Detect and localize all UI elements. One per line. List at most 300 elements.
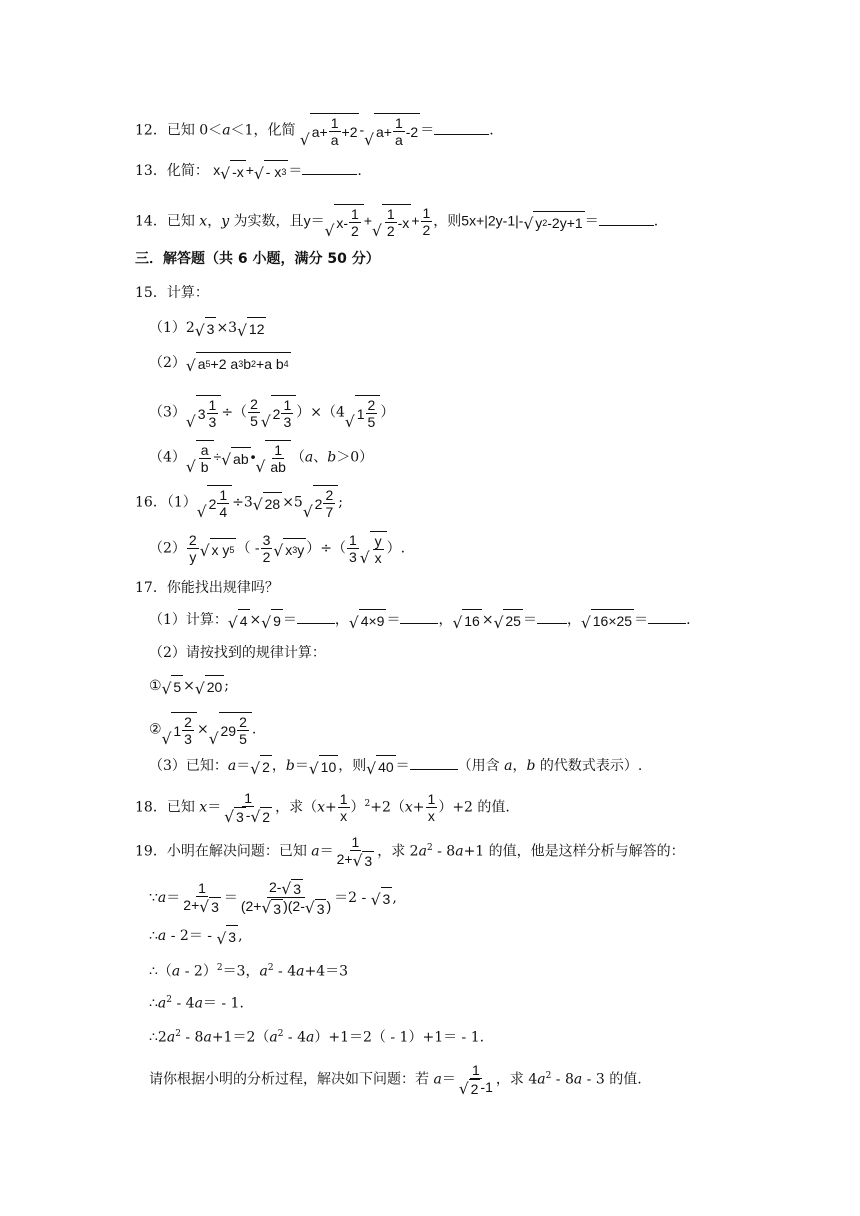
q19-step-4 — [149, 990, 244, 1014]
op: + — [383, 123, 392, 140]
text: （ — [290, 449, 305, 466]
numerator: 1 — [386, 206, 395, 222]
radical: √ 3 — [195, 317, 217, 339]
exponent: 3 — [238, 359, 244, 369]
op: +2 — [341, 123, 358, 140]
question-12 — [135, 113, 494, 148]
denominator: 4 — [219, 504, 228, 520]
question-number: 16． — [135, 494, 167, 511]
numerator: 1 — [274, 442, 283, 458]
op: • — [250, 448, 256, 465]
radical: √ 3 $\frac{1}{3}$ — [186, 395, 221, 430]
radicand: 5 — [171, 675, 183, 697]
radicand: 3 — [226, 925, 238, 947]
text: ， — [334, 612, 349, 628]
answer-blank[interactable] — [400, 611, 438, 624]
text: y — [535, 214, 543, 231]
text: 、 — [313, 449, 328, 466]
numerator: 2 — [325, 487, 334, 503]
denominator: ab — [270, 459, 286, 475]
radicand: 3 — [205, 317, 217, 339]
part-tag: （4） — [149, 449, 186, 466]
text: ＝ — [395, 758, 410, 774]
radical: √ x y 5 — [200, 538, 237, 560]
text: 计算： — [166, 285, 209, 301]
exponent: 2 — [175, 1029, 181, 1039]
radical: √ x 3 y — [273, 538, 306, 560]
radical: √ 2 $\frac{1}{4}$ — [197, 485, 232, 520]
radical: √ 3 — [224, 807, 244, 826]
text: ＝ — [386, 612, 401, 628]
text: ＝ - 1. — [202, 995, 244, 1012]
text: 29 — [220, 722, 237, 739]
var: a — [157, 889, 167, 906]
text: ) — [326, 898, 332, 915]
text: +1＝2（ — [211, 1029, 270, 1046]
var: a — [306, 1029, 315, 1046]
text: 的代数式表示）. — [535, 758, 643, 774]
op: × — [183, 678, 195, 694]
text: b — [243, 356, 251, 372]
answer-blank[interactable] — [434, 122, 489, 135]
text: +1 的值，他是这样分析与解答的： — [463, 843, 685, 860]
exponent: 2 — [166, 995, 173, 1005]
text: +2 a — [210, 356, 239, 372]
text: (2+ — [240, 898, 262, 915]
question-number: 12． — [135, 122, 167, 139]
text: . — [686, 612, 691, 628]
part-tag: （3） — [149, 404, 186, 421]
var: a — [269, 1029, 278, 1046]
numerator: 2 — [188, 532, 197, 548]
fraction — [207, 397, 219, 430]
denominator: 7 — [325, 504, 334, 520]
text: - 8 — [432, 843, 456, 860]
radical: √ 3 — [199, 898, 219, 917]
radical: √ 4 — [228, 609, 250, 631]
q17-calc-1 — [149, 675, 229, 697]
text: 为实数，且 — [229, 213, 304, 230]
question-number: 13． — [135, 163, 167, 179]
text: . — [357, 163, 362, 179]
symbol: ∴2 — [149, 1029, 167, 1046]
var: a — [304, 449, 314, 466]
text: 2+ — [336, 851, 353, 867]
exponent: 2 — [216, 963, 223, 973]
radical: √ 25 — [494, 609, 523, 631]
radical: √ 40 — [366, 755, 395, 777]
numerator: 1 — [330, 115, 339, 131]
var: a — [259, 963, 268, 980]
radical: √ 16 — [452, 609, 481, 631]
text: . — [251, 721, 257, 738]
fraction — [457, 1062, 495, 1097]
fraction — [182, 714, 194, 747]
op: + — [324, 799, 337, 816]
radical: √ 5 — [162, 675, 184, 697]
denominator: 5 — [250, 413, 258, 429]
radical: √ 2 $\frac{2}{7}$ — [303, 485, 338, 520]
radical: √ - x 3 — [254, 160, 288, 182]
radicand: 3 — [236, 809, 244, 826]
denominator — [335, 851, 377, 869]
text: ＝ — [420, 122, 435, 139]
text: a — [197, 356, 206, 372]
text: - 4 — [273, 963, 297, 980]
exponent: 2 — [251, 359, 257, 369]
numerator: 2 — [250, 396, 258, 412]
text: ; — [224, 678, 230, 694]
var: x — [317, 799, 325, 816]
numerator: 1 — [427, 791, 436, 808]
denominator: b — [200, 459, 209, 475]
exponent: 2 — [426, 842, 433, 853]
numerator: 2 — [367, 397, 376, 413]
text: ＝ — [584, 213, 599, 230]
exponent: 2 — [364, 798, 371, 809]
text: ，求（ — [275, 799, 318, 816]
denominator: a — [330, 132, 339, 148]
denominator: x — [340, 808, 348, 825]
part-tag: （3）已知： — [149, 758, 228, 774]
text: ， — [566, 612, 581, 628]
text: -1 — [480, 1079, 493, 1095]
text: ＝ — [236, 758, 251, 774]
q19-step-5 — [149, 1024, 484, 1048]
text: ， — [512, 758, 527, 774]
text: - 4 — [283, 1029, 307, 1046]
radical: √ 2 — [458, 1079, 479, 1098]
text: （用含 — [457, 758, 505, 774]
text: ）×（4 — [296, 404, 345, 421]
radical: √ 2 $\frac{1}{3}$ — [261, 395, 296, 430]
text: 请你根据小明的分析过程，解决如下问题：若 — [149, 1071, 434, 1088]
radicand: - x — [265, 164, 282, 180]
numerator — [267, 879, 305, 898]
op: -2 — [405, 123, 419, 140]
radical: √ 3 — [216, 925, 238, 947]
fraction — [338, 791, 350, 824]
text: ，求 2 — [377, 843, 419, 860]
text: ＝ — [319, 843, 334, 860]
text: , — [238, 928, 243, 944]
radicand: 2 — [262, 809, 271, 826]
part-tag: （1）计算： — [149, 612, 228, 628]
radical: √ 3 — [371, 887, 393, 909]
radicand: 4 — [238, 609, 250, 631]
symbol: ∵ — [149, 889, 158, 906]
answer-blank[interactable] — [297, 611, 335, 624]
text: 已知 0＜ — [166, 122, 223, 139]
denominator — [222, 807, 274, 825]
text: ）+1＝2（ - 1）+1＝ - 1. — [314, 1029, 485, 1046]
answer-blank[interactable] — [537, 611, 567, 624]
text: ＝ — [522, 612, 537, 628]
radical: √ -x — [220, 160, 245, 182]
radical: √ 9 — [261, 609, 283, 631]
text: ÷（ — [221, 404, 248, 421]
fraction — [323, 487, 335, 520]
var: a — [311, 843, 320, 860]
q15-part-2 — [149, 352, 291, 374]
part-tag: （2） — [149, 540, 186, 557]
part-tag: （2） — [149, 355, 186, 371]
question-17 — [135, 578, 279, 598]
q15-part-1 — [149, 317, 266, 339]
text: 2- — [268, 879, 282, 895]
numerator: 2 — [239, 714, 247, 730]
radicand: -x — [230, 160, 246, 182]
radical: √ $\frac{1}{ab}$ — [256, 440, 291, 475]
op: + — [411, 212, 420, 229]
radical: √ 3 — [281, 879, 302, 898]
numerator: 1 — [208, 397, 217, 413]
radical: √ 10 — [309, 755, 338, 777]
q15-part-4 — [149, 440, 373, 475]
answer-blank[interactable] — [302, 162, 357, 175]
var: a — [375, 123, 384, 140]
numerator: 1 — [394, 115, 403, 131]
exponent: 2 — [542, 217, 548, 228]
numerator: 1 — [351, 834, 360, 850]
text: （ - — [236, 540, 260, 557]
radicand: 2 — [470, 1081, 479, 1098]
denominator: 3 — [283, 414, 292, 430]
text: ＝ — [441, 1071, 456, 1088]
fraction — [222, 790, 274, 825]
radical: √ a + $\frac{1}{a}$ +2 — [299, 115, 358, 149]
numerator: 1 — [471, 1062, 480, 1078]
fraction — [187, 532, 199, 565]
radical: √ 1 $\frac{2}{3}$ — [162, 712, 197, 747]
exponent: 2 — [277, 1029, 284, 1039]
text: - 2＝ - — [166, 928, 217, 944]
radicand: 3 — [293, 881, 302, 898]
op: × — [196, 721, 209, 738]
exponent: 4 — [283, 359, 289, 369]
q16-part-2 — [149, 531, 405, 566]
fraction — [261, 532, 273, 565]
radical: √ $\frac{a}{b}$ — [186, 440, 214, 475]
var: a — [157, 995, 167, 1012]
q17-part-3 — [149, 755, 642, 777]
text: ×3 — [216, 320, 238, 336]
text: ）÷（ — [306, 540, 346, 557]
denominator: x — [427, 808, 435, 825]
radicand: 16 — [462, 609, 482, 631]
question-number: 18． — [135, 799, 167, 816]
text: ＝2 - — [334, 889, 371, 906]
answer-blank[interactable] — [648, 611, 686, 624]
var: b — [327, 449, 337, 466]
radical: √ 29 $\frac{2}{5}$ — [209, 712, 252, 747]
radicand: 10 — [319, 755, 339, 777]
q19-final-question — [149, 1062, 642, 1097]
var: a — [418, 843, 427, 860]
text: ， — [438, 612, 453, 628]
question-13 — [135, 160, 362, 182]
question-number: 15． — [135, 285, 167, 301]
text: ） — [350, 799, 365, 816]
fraction — [199, 442, 211, 475]
text: x y — [211, 541, 230, 558]
q19-step-3 — [149, 958, 348, 982]
radicand: 4×9 — [359, 609, 387, 631]
text: y — [297, 541, 305, 558]
text: - 3 的值. — [582, 1071, 642, 1088]
text: ; — [338, 494, 343, 511]
var: a — [194, 995, 203, 1012]
text: 2 — [208, 495, 217, 512]
answer-blank[interactable] — [410, 757, 458, 770]
text: x — [285, 541, 293, 558]
text: - 4 — [172, 995, 195, 1012]
fraction — [268, 442, 288, 475]
symbol: ∴ — [149, 928, 158, 944]
var: x — [404, 799, 413, 816]
radicand: 25 — [503, 609, 523, 631]
text: ＝ — [634, 612, 649, 628]
radicand: 3 — [316, 900, 325, 917]
denominator: 3 — [184, 731, 192, 747]
fraction — [329, 115, 341, 148]
radical: √ a + $\frac{1}{a}$ -2 — [364, 115, 419, 149]
circled-number: ② — [149, 721, 162, 738]
radicand: 2 — [260, 755, 272, 777]
q19-step-1 — [149, 879, 397, 917]
text: ＝ — [166, 889, 181, 906]
denominator — [181, 897, 223, 915]
exponent: 2 — [545, 1070, 552, 1081]
q16-part-1 — [135, 485, 343, 520]
answer-blank[interactable] — [599, 213, 654, 226]
text: , — [392, 889, 397, 906]
numerator: 3 — [262, 532, 271, 548]
denominator: a — [394, 132, 403, 148]
text: ，则 — [338, 758, 367, 774]
text: ×5 — [282, 494, 303, 511]
text: ＝ — [282, 612, 297, 628]
exponent: 5 — [205, 359, 211, 369]
text: 小明在解决问题：已知 — [166, 843, 312, 860]
numerator: 1 — [283, 397, 292, 413]
q17-part-1 — [149, 609, 691, 631]
fraction — [385, 206, 397, 239]
radical: √ 2 — [250, 807, 271, 826]
symbol: ∴ — [149, 995, 158, 1012]
var: a — [573, 1071, 583, 1088]
text: +a b — [256, 356, 284, 372]
text: ，则 — [433, 213, 462, 230]
text: ÷3 — [232, 494, 253, 511]
question-number: 14． — [135, 213, 167, 230]
numerator: 1 — [339, 791, 348, 808]
text: 你能找出规律吗？ — [166, 580, 279, 596]
text: . — [653, 213, 659, 230]
var: b — [285, 758, 295, 774]
radical: √ 20 — [195, 675, 224, 697]
op: + — [412, 799, 425, 816]
radicand: 28 — [263, 492, 283, 514]
fraction — [181, 880, 223, 915]
radical: √ 4×9 — [349, 609, 387, 631]
part-tag: （1） — [149, 320, 186, 336]
question-18 — [135, 790, 510, 825]
text: 2 — [185, 320, 195, 336]
numerator: 1 — [422, 205, 431, 221]
var: a — [166, 1029, 176, 1046]
op: × — [249, 612, 262, 628]
var: a — [504, 758, 513, 774]
numerator: 1 — [219, 487, 228, 503]
op: - — [245, 807, 251, 823]
text: 3 — [197, 405, 206, 422]
text: ＝ — [223, 889, 238, 906]
radical: √ $\frac{y}{x}$ — [360, 531, 387, 566]
denominator: 2 — [262, 549, 271, 565]
radicand: 3 — [364, 853, 373, 870]
radicand: 16×25 — [591, 609, 634, 631]
text: ＞0） — [336, 449, 374, 466]
text: ）. — [386, 540, 406, 557]
radical: √ 1 $\frac{2}{5}$ — [345, 395, 380, 430]
radical: √ x- $\frac{1}{2}$ — [325, 204, 364, 239]
denominator: 2 — [351, 223, 359, 239]
part-tag: （1） — [166, 494, 197, 511]
var: a — [455, 843, 464, 860]
fraction — [349, 206, 361, 239]
exponent: 5 — [229, 544, 235, 555]
var: a — [222, 122, 231, 139]
fraction — [421, 205, 433, 238]
var: x — [199, 213, 208, 230]
fraction — [239, 879, 333, 917]
fraction — [217, 487, 229, 520]
radical: √ 28 — [253, 492, 282, 514]
radical: √ ab — [221, 447, 250, 469]
op: + — [363, 212, 373, 229]
text: ， — [271, 758, 286, 774]
text: 已知 — [166, 799, 200, 816]
var: a — [171, 963, 181, 980]
text: y＝ — [303, 212, 325, 229]
var: a — [157, 928, 167, 944]
radicand: ab — [231, 447, 251, 469]
text: 2 — [272, 405, 281, 422]
text: ＝ — [294, 758, 309, 774]
text: ） — [380, 404, 395, 421]
text: ＜1，化简 — [230, 122, 296, 139]
radical: √ 3 — [352, 851, 373, 870]
var: a — [296, 963, 305, 980]
circled-number: ① — [149, 678, 162, 694]
text: 化简： — [166, 163, 209, 179]
q15-part-3 — [149, 395, 394, 430]
op: × — [481, 612, 494, 628]
text: +2（ — [370, 799, 405, 816]
var: a — [203, 1029, 212, 1046]
denominator: 5 — [367, 414, 376, 430]
var: x — [199, 799, 208, 816]
numerator: a — [200, 442, 209, 458]
numerator: y — [374, 533, 382, 549]
var: a — [537, 1071, 546, 1088]
text: 已知 — [166, 213, 200, 230]
radicand: 3 — [273, 900, 282, 917]
fraction — [335, 834, 377, 869]
question-15 — [135, 283, 209, 303]
denominator: 3 — [348, 549, 357, 565]
